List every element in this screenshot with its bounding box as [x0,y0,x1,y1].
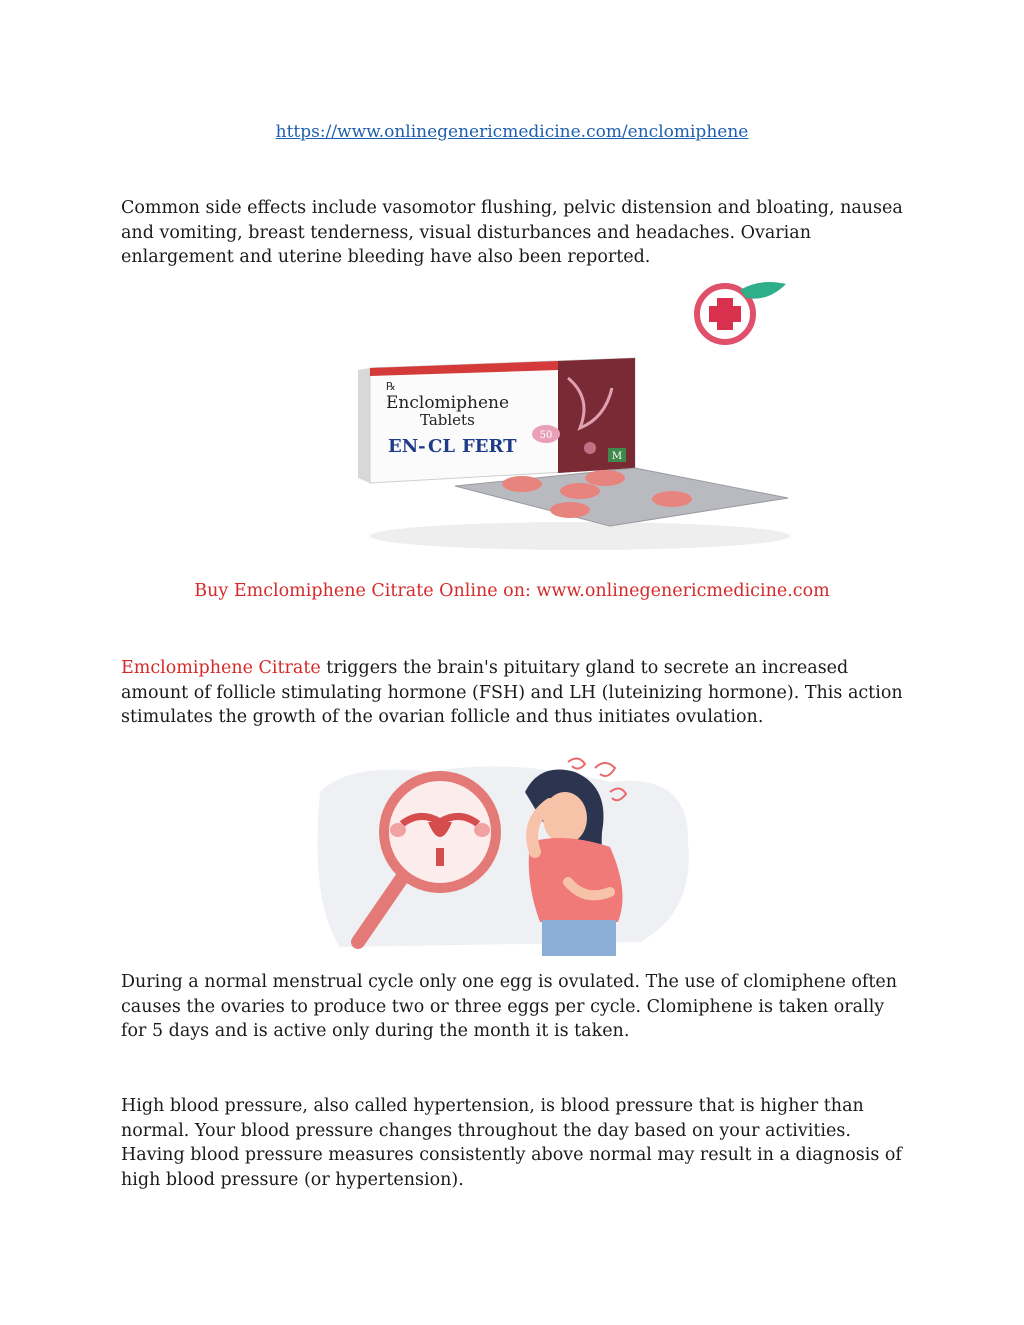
cycle-paragraph: During a normal menstrual cycle only one egg is ovulated. The use of clomiphene often causes the ovaries to produce two or three eggs per cycle. Clomiphene is taken orally for 5 days and is active only during the month it is taken. [121,972,898,1041]
mechanism-paragraph: Emclomiphene Citrate triggers the brain's pituitary gland to secrete an increased amount of follicle stimulating hormone (FSH) and LH (luteinizing hormone). This action stimulates the growth of the ovarian follicle and thus initiates ovulation. [121,658,903,727]
pharmacy-logo-icon [697,282,786,342]
svg-text:Tablets: Tablets [420,411,475,429]
svg-text:M: M [611,451,623,462]
svg-text:FERT: FERT [462,436,517,457]
side-effects-paragraph: Common side effects include vasomotor flushing, pelvic distension and bloating, nausea and vomiting, breast tenderness, visual disturbances and headaches. Ovarian enlargement and uterine bleeding have also been reported. [121,198,903,267]
url-link[interactable]: https://www.onlinegenericmedicine.com/enclomiphene [275,122,749,142]
blood-pressure-paragraph: High blood pressure, also called hypertension, is blood pressure that is higher than normal. Your blood pressure changes throughout the day based on your activities. Having blood pressure measures consistently above normal may result in a diagnosis of high blood pressure (or hypertension). [121,1096,902,1190]
svg-text:Enclomiphene: Enclomiphene [386,393,510,413]
svg-text:CL: CL [428,436,455,457]
infertility-illustration [310,752,695,956]
drug-name-highlight[interactable]: Emclomiphene Citrate [121,658,321,678]
svg-text:℞: ℞ [386,380,396,393]
svg-text:EN-: EN- [388,436,426,457]
product-image [240,278,800,560]
svg-text:50: 50 [539,430,553,441]
buy-online-line[interactable]: Buy Emclomiphene Citrate Online on: www.onlinegenericmedicine.com [194,581,830,601]
